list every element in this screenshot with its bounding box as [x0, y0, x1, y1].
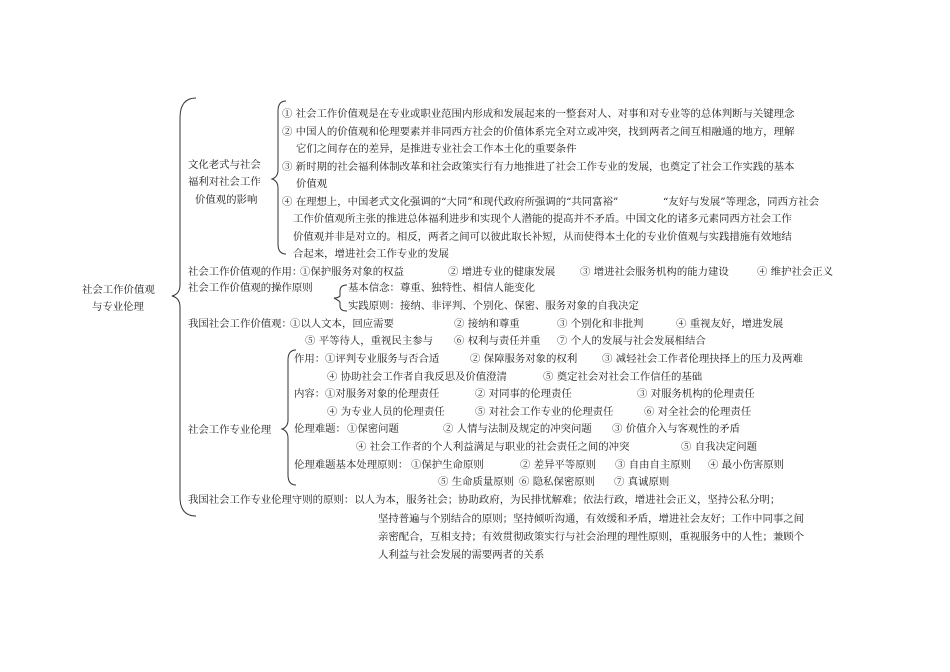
operation-belief: 基本信念：尊重、独特性、相信人能变化 [348, 282, 536, 294]
china-ethics-line-3: 亲密配合，互相支持；有效贯彻政策实行与社会治理的理性原则，重视服务中的人性；兼顾个 [378, 531, 805, 543]
culture-item-1: ① 社会工作价值观是在专业或职业范围内形成和发展起来的一整套对人、对事和对专业等的总体判断与关键理念 [282, 108, 795, 120]
ethics-dilemma-5: ⑤ 自我决定问题 [681, 441, 758, 453]
ethics-content-1: ①对服务对象的伦理责任 [325, 388, 440, 400]
root-title-line2: 与专业伦理 [92, 301, 144, 313]
operation-bracket [334, 285, 347, 311]
culture-item-4a-part1: ④ 在理想上，中国老式文化强调的“大同”和现代政府所强调的“共同富裕” [282, 196, 619, 208]
ethics-func-1: ①评判专业服务与否合适 [325, 353, 440, 365]
ethics-principle-1: ①保护生命原则 [411, 459, 484, 471]
culture-item-3b: 价值观 [296, 178, 328, 190]
china-values-item-2: ② 接纳和尊重 [454, 318, 520, 330]
operation-practice: 实践原则：接纳、非评判、个别化、保密、服务对象的自我决定 [348, 300, 639, 312]
culture-item-4a-part2: “友好与发展”等理念，同西方社会 [663, 196, 820, 208]
culture-item-4c: 价值观并非是对立的。相反，两者之间可以彼此取长补短，从而使得本土化的专业价值观与实践措施有效地结 [293, 231, 792, 243]
ethics-func-2: ② 保障服务对象的权利 [470, 353, 578, 365]
ethics-dilemma-2: ② 人情与法制及规定的冲突问题 [443, 423, 592, 435]
function-item-2: ② 增进专业的健康发展 [448, 266, 556, 278]
ethics-principle-7: ⑦ 真诚原则 [614, 476, 670, 488]
china-ethics-line-1: 我国社会工作专业伦理守则的原则：以人为本，服务社会；协助政府，为民排忧解难；依法行政，增进社会正义，坚持公私分明； [188, 494, 781, 506]
root-title-line1: 社会工作价值观 [82, 284, 155, 296]
ethics-content-6: ⑥ 对全社会的伦理责任 [644, 406, 752, 418]
culture-item-4b: 工作价值观所主张的推进总体福利进步和实现个人潜能的提高并不矛盾。中国文化的诸多元素同西方社会工作 [293, 213, 792, 225]
ethics-func-5: ⑤ 奠定社会对社会工作信任的基础 [543, 371, 703, 383]
culture-item-2a: ② 中国人的价值观和伦理要素并非同西方社会的价值体系完全对立或冲突，找到两者之间互相融通的地方，理解 [282, 126, 795, 138]
culture-label-3: 价值观的影响 [195, 194, 258, 206]
ethics-principle-6: ⑥ 隐私保密原则 [519, 476, 596, 488]
ethics-principle-4: ④ 最小伤害原则 [708, 459, 785, 471]
ethics-principle-2: ② 差异平等原则 [520, 459, 597, 471]
china-values-item-7: ⑦ 个人的发展与社会发展相结合 [557, 335, 706, 347]
ethics-func-prefix: 作用： [294, 353, 326, 365]
ethics-label: 社会工作专业伦理 [188, 424, 272, 436]
ethics-dilemma-1: ①保密问题 [347, 423, 399, 435]
china-ethics-line-2: 坚持普遍与个别结合的原则；坚持倾听沟通，有效缓和矛盾，增进社会友好；工作中同事之间 [378, 513, 805, 525]
china-values-item-3: ③ 个别化和非批判 [557, 318, 644, 330]
ethics-content-5: ⑤ 对社会工作专业的伦理责任 [475, 406, 614, 418]
ethics-func-3: ③ 减轻社会工作者伦理抉择上的压力及两难 [602, 353, 803, 365]
function-item-3: ③ 增进社会服务机构的能力建设 [580, 266, 729, 278]
china-values-item-5: ⑤ 平等待人，重视民主参与 [305, 335, 433, 347]
china-values-item-6: ⑥ 权利与责任并重 [454, 335, 541, 347]
china-values-item-4: ④ 重视友好，增进发展 [676, 318, 784, 330]
function-item-4: ④ 维护社会正义 [757, 266, 834, 278]
culture-item-2b: 它们之间存在的差异，是推进专业社会工作本土化的重要条件 [296, 143, 577, 155]
ethics-principle-3: ③ 自由自主原则 [615, 459, 692, 471]
ethics-content-2: ② 对同事的伦理责任 [475, 388, 572, 400]
culture-bracket [272, 101, 286, 254]
china-values-item-1: ①以人文本，回应需要 [290, 318, 394, 330]
china-values-prefix: 我国社会工作价值观： [188, 318, 292, 330]
function-item-1: ①保护服务对象的权益 [300, 266, 404, 278]
ethics-content-prefix: 内容： [294, 388, 326, 400]
ethics-dilemma-prefix: 伦理难题： [294, 423, 346, 435]
ethics-content-4: ④ 为专业人员的伦理责任 [327, 406, 445, 418]
function-prefix: 社会工作价值观的作用： [188, 266, 303, 278]
ethics-func-4: ④ 协助社会工作者自我反思及价值澄清 [327, 371, 507, 383]
china-ethics-line-4: 人利益与社会发展的需要两者的关系 [378, 549, 545, 561]
ethics-principle-5: ⑤ 生命质量原则 [438, 476, 515, 488]
culture-label-1: 文化老式与社会 [188, 159, 261, 171]
operation-label: 社会工作价值观的操作原则 [188, 282, 313, 294]
culture-item-3a: ③ 新时期的社会福利体制改革和社会政策实行有力地推进了社会工作专业的发展，也奠定了社会工作实践的基本 [282, 161, 795, 173]
culture-item-4d: 合起来，增进社会工作专业的发展 [293, 248, 449, 260]
ethics-principle-prefix: 伦理难题基本处理原则： [294, 459, 409, 471]
ethics-content-3: ③ 对服务机构的伦理责任 [637, 388, 755, 400]
culture-label-2: 福利对社会工作 [188, 176, 261, 188]
ethics-dilemma-4: ④ 社会工作者的个人利益满足与职业的社会责任之间的冲突 [356, 441, 630, 453]
ethics-dilemma-3: ③ 价值介入与客观性的矛盾 [612, 423, 740, 435]
